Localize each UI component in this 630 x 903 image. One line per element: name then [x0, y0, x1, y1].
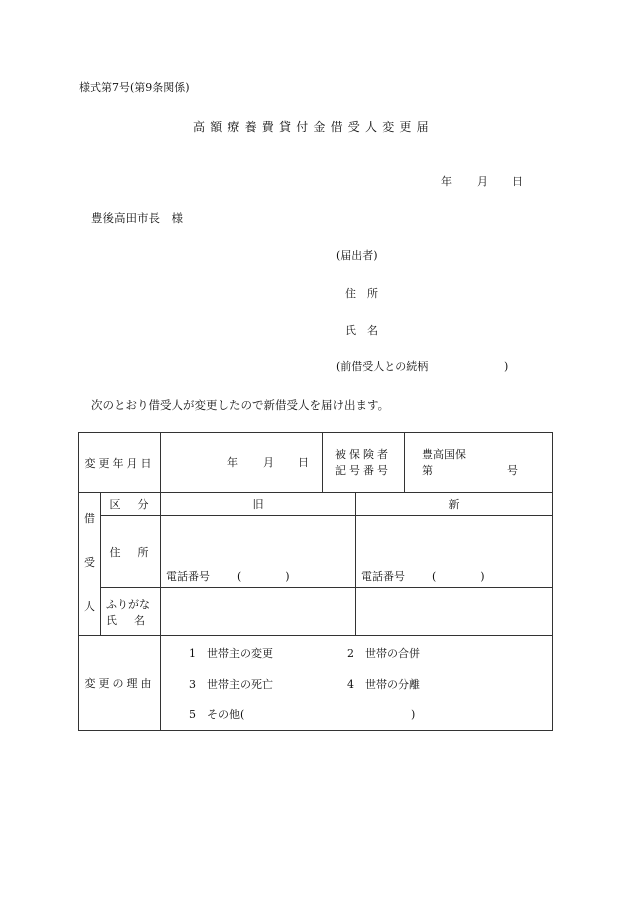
- insured-number-label: [323, 433, 405, 493]
- notifier-relation-close: ): [504, 360, 509, 373]
- furigana-label: ふりがな: [106, 598, 150, 611]
- borrower-char-3: 人: [84, 599, 95, 613]
- change-form-table: [78, 432, 553, 731]
- old-phone-label: 電話番号: [166, 570, 210, 583]
- borrower-char-1: 借: [84, 511, 95, 525]
- insured-number-field[interactable]: [405, 433, 553, 493]
- old-phone-paren: ( ): [237, 570, 290, 583]
- insured-prefix: 豊高国保: [422, 448, 466, 461]
- borrower-address-label: 住 所: [101, 516, 161, 588]
- new-phone-paren: ( ): [432, 570, 485, 583]
- notifier-name-label: 氏 名: [345, 324, 378, 337]
- borrower-name-label: [101, 588, 161, 636]
- date-year-label: 年: [441, 175, 452, 188]
- change-date-label: 変更年月日: [79, 433, 161, 493]
- notifier-relation-label: (前借受人との続柄: [336, 360, 429, 373]
- change-date-year: 年: [227, 456, 238, 469]
- borrower-char-2: 受: [84, 555, 95, 569]
- notifier-heading: (届出者): [336, 249, 378, 262]
- borrower-vertical-label: [79, 493, 101, 636]
- change-date-month: 月: [263, 456, 274, 469]
- document-title: 高額療養費貸付金借受人変更届: [193, 120, 434, 134]
- insured-label-2: 記号番号: [335, 464, 391, 477]
- addressee: 豊後高田市長 様: [91, 211, 183, 225]
- reason-other-close: ): [411, 708, 416, 721]
- reason-label: 変更の理由: [79, 636, 161, 731]
- new-phone-label: 電話番号: [361, 570, 405, 583]
- reason-option-3[interactable]: 3 世帯主の死亡: [189, 678, 273, 691]
- new-column-header: 新: [356, 493, 553, 516]
- old-address-field[interactable]: [161, 516, 356, 588]
- notifier-address-label: 住 所: [345, 287, 378, 300]
- change-date-field[interactable]: [161, 433, 323, 493]
- reason-options: [161, 636, 553, 731]
- name-label: 氏 名: [106, 614, 148, 627]
- reason-option-5[interactable]: 5 その他(: [189, 708, 245, 721]
- body-text: 次のとおり借受人が変更したので新借受人を届け出ます。: [91, 398, 390, 412]
- new-name-field[interactable]: [356, 588, 553, 636]
- date-day-label: 日: [512, 175, 523, 188]
- reason-option-4[interactable]: 4 世帯の分離: [347, 678, 420, 691]
- category-label: 区 分: [101, 493, 161, 516]
- change-date-day: 日: [298, 456, 309, 469]
- old-name-field[interactable]: [161, 588, 356, 636]
- form-number: 様式第7号(第9条関係): [79, 81, 190, 94]
- reason-option-1[interactable]: 1 世帯主の変更: [189, 647, 273, 660]
- reason-option-2[interactable]: 2 世帯の合併: [347, 647, 420, 660]
- date-month-label: 月: [477, 175, 488, 188]
- insured-go: 号: [507, 464, 518, 477]
- old-column-header: 旧: [161, 493, 356, 516]
- insured-label-1: 被保険者: [335, 448, 391, 461]
- insured-dai: 第: [422, 464, 433, 477]
- new-address-field[interactable]: [356, 516, 553, 588]
